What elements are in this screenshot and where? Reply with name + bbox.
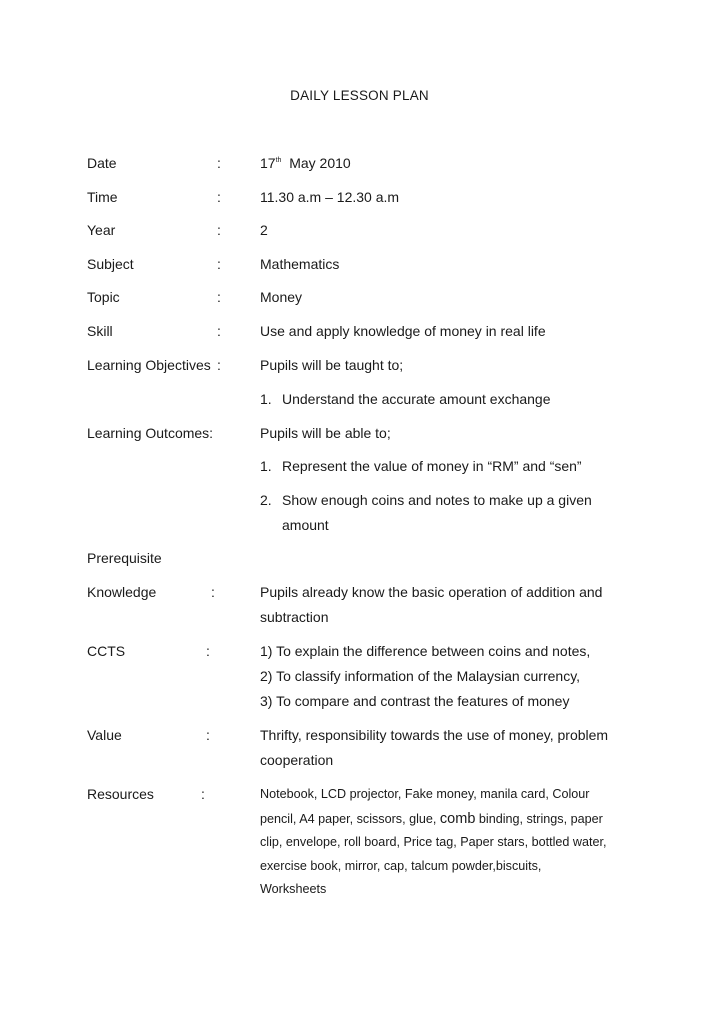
- topic-value: Money: [260, 289, 303, 305]
- date-value: [260, 155, 351, 171]
- value-label: Value: [87, 727, 122, 743]
- date-rest: May 2010: [289, 155, 351, 171]
- skill-colon: :: [217, 323, 221, 339]
- topic-label: Topic: [87, 289, 120, 305]
- time-colon: :: [217, 189, 221, 205]
- learning-objectives-colon: :: [217, 357, 221, 373]
- resources-text: comb: [439, 811, 476, 827]
- year-value: 2: [260, 222, 268, 238]
- date-suffix: th: [275, 157, 282, 164]
- list-text: Understand the accurate amount exchange: [282, 391, 551, 407]
- time-label: Time: [87, 189, 118, 205]
- list-number: 1.: [260, 391, 272, 407]
- subject-value: Mathematics: [260, 256, 340, 272]
- date-label: Date: [87, 155, 117, 171]
- page-title: DAILY LESSON PLAN: [290, 88, 429, 103]
- resources-text: binding, strings, paper: [475, 812, 603, 826]
- year-colon: :: [217, 222, 221, 238]
- ccts-line: 3) To compare and contrast the features of money: [260, 693, 570, 709]
- value-line: cooperation: [260, 752, 334, 768]
- ccts-colon: :: [206, 643, 210, 659]
- list-text: Represent the value of money in “RM” and “sen”: [282, 458, 582, 474]
- learning-outcome-item: [260, 492, 592, 508]
- subject-colon: :: [217, 256, 221, 272]
- skill-value: Use and apply knowledge of money in real life: [260, 323, 546, 339]
- knowledge-line: Pupils already know the basic operation of addition and: [260, 584, 603, 600]
- knowledge-label: Knowledge: [87, 584, 157, 600]
- list-text: Show enough coins and notes to make up a given: [282, 492, 592, 508]
- time-value: 11.30 a.m – 12.30 a.m: [260, 189, 400, 205]
- value-line: Thrifty, responsibility towards the use of money, problem: [260, 727, 609, 743]
- resources-line: clip, envelope, roll board, Price tag, Paper stars, bottled water,: [260, 835, 607, 849]
- topic-colon: :: [217, 289, 221, 305]
- learning-outcome-item-continuation: amount: [282, 517, 329, 533]
- learning-objectives-intro: Pupils will be taught to;: [260, 357, 404, 373]
- resources-line: exercise book, mirror, cap, talcum powder,biscuits,: [260, 859, 542, 873]
- learning-objectives-label: Learning Objectives: [87, 357, 211, 373]
- ccts-line: 1) To explain the difference between coins and notes,: [260, 643, 591, 659]
- subject-label: Subject: [87, 256, 134, 272]
- resources-text: pencil, A4 paper, scissors, glue,: [260, 812, 440, 826]
- learning-outcome-item: [260, 458, 582, 474]
- knowledge-colon: :: [211, 584, 215, 600]
- learning-outcomes-label: Learning Outcomes:: [87, 425, 214, 441]
- knowledge-line: subtraction: [260, 609, 329, 625]
- value-colon: :: [206, 727, 210, 743]
- skill-label: Skill: [87, 323, 113, 339]
- date-day: 17: [260, 155, 276, 171]
- resources-label: Resources: [87, 786, 154, 802]
- learning-outcomes-intro: Pupils will be able to;: [260, 425, 391, 441]
- ccts-label: CCTS: [87, 643, 126, 659]
- date-colon: :: [217, 155, 221, 171]
- resources-line: Notebook, LCD projector, Fake money, manila card, Colour: [260, 787, 590, 801]
- list-number: 1.: [260, 458, 272, 474]
- ccts-line: 2) To classify information of the Malaysian currency,: [260, 668, 581, 684]
- resources-line: [260, 811, 603, 827]
- list-number: 2.: [260, 492, 272, 508]
- resources-line: Worksheets: [260, 882, 327, 896]
- year-label: Year: [87, 222, 116, 238]
- learning-objective-item: [260, 391, 551, 407]
- prerequisite-label: Prerequisite: [87, 550, 162, 566]
- resources-colon: :: [201, 786, 205, 802]
